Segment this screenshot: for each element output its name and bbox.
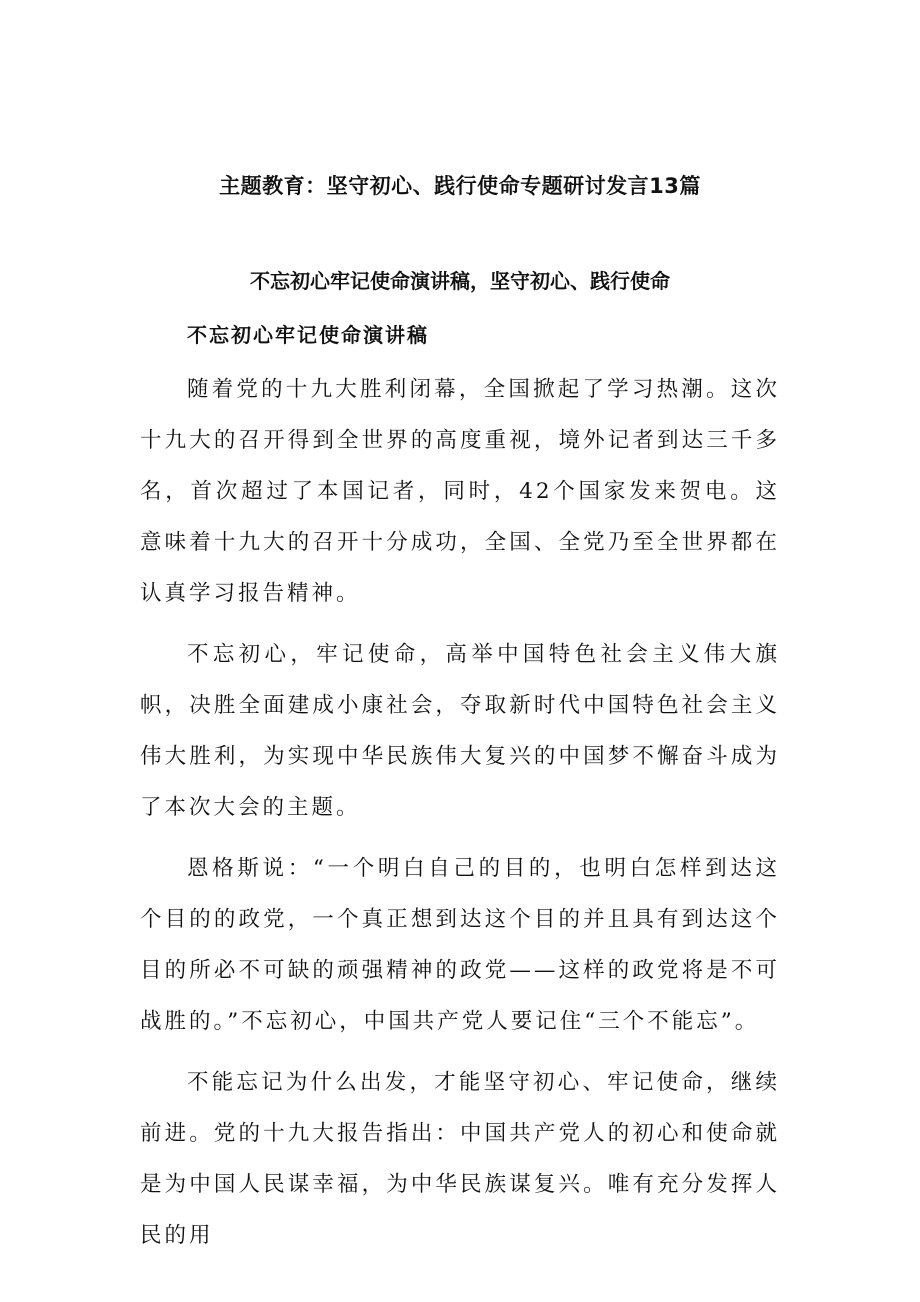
paragraph-4: 不能忘记为什么出发，才能坚守初心、牢记使命，继续前进。党的十九大报告指出：中国共产党人的初心和使命就是为中国人民谋幸福，为中华民族谋复兴。唯有充分发挥人民的用 — [140, 1070, 780, 1248]
section-title: 不忘初心牢记使命演讲稿，坚守初心、践行使命 — [250, 269, 670, 293]
document-title: 主题教育：坚守初心、践行使命专题研讨发言13篇 — [219, 174, 701, 198]
paragraph-1: 随着党的十九大胜利闭幕，全国掀起了学习热潮。这次十九大的召开得到全世界的高度重视，境外记者到达三千多名，首次超过了本国记者，同时，42个国家发来贺电。这意味着十九大的召开十分成功，全国、全党乃至全世界都在认真学习报告精神。 — [140, 377, 780, 606]
paragraph-3: 恩格斯说：“一个明白自己的目的，也明白怎样到达这个目的的政党，一个真正想到达这个目的并且具有到达这个目的所必不可缺的顽强精神的政党——这样的政党将是不可战胜的。”不忘初心，中国共产党人要记住“三个不能忘”。 — [140, 856, 780, 1034]
document-body — [140, 364, 780, 1271]
speech-subtitle: 不忘初心牢记使命演讲稿 — [187, 323, 429, 347]
paragraph-2: 不忘初心，牢记使命，高举中国特色社会主义伟大旗帜，决胜全面建成小康社会，夺取新时代中国特色社会主义伟大胜利，为实现中华民族伟大复兴的中国梦不懈奋斗成为了本次大会的主题。 — [140, 642, 780, 820]
